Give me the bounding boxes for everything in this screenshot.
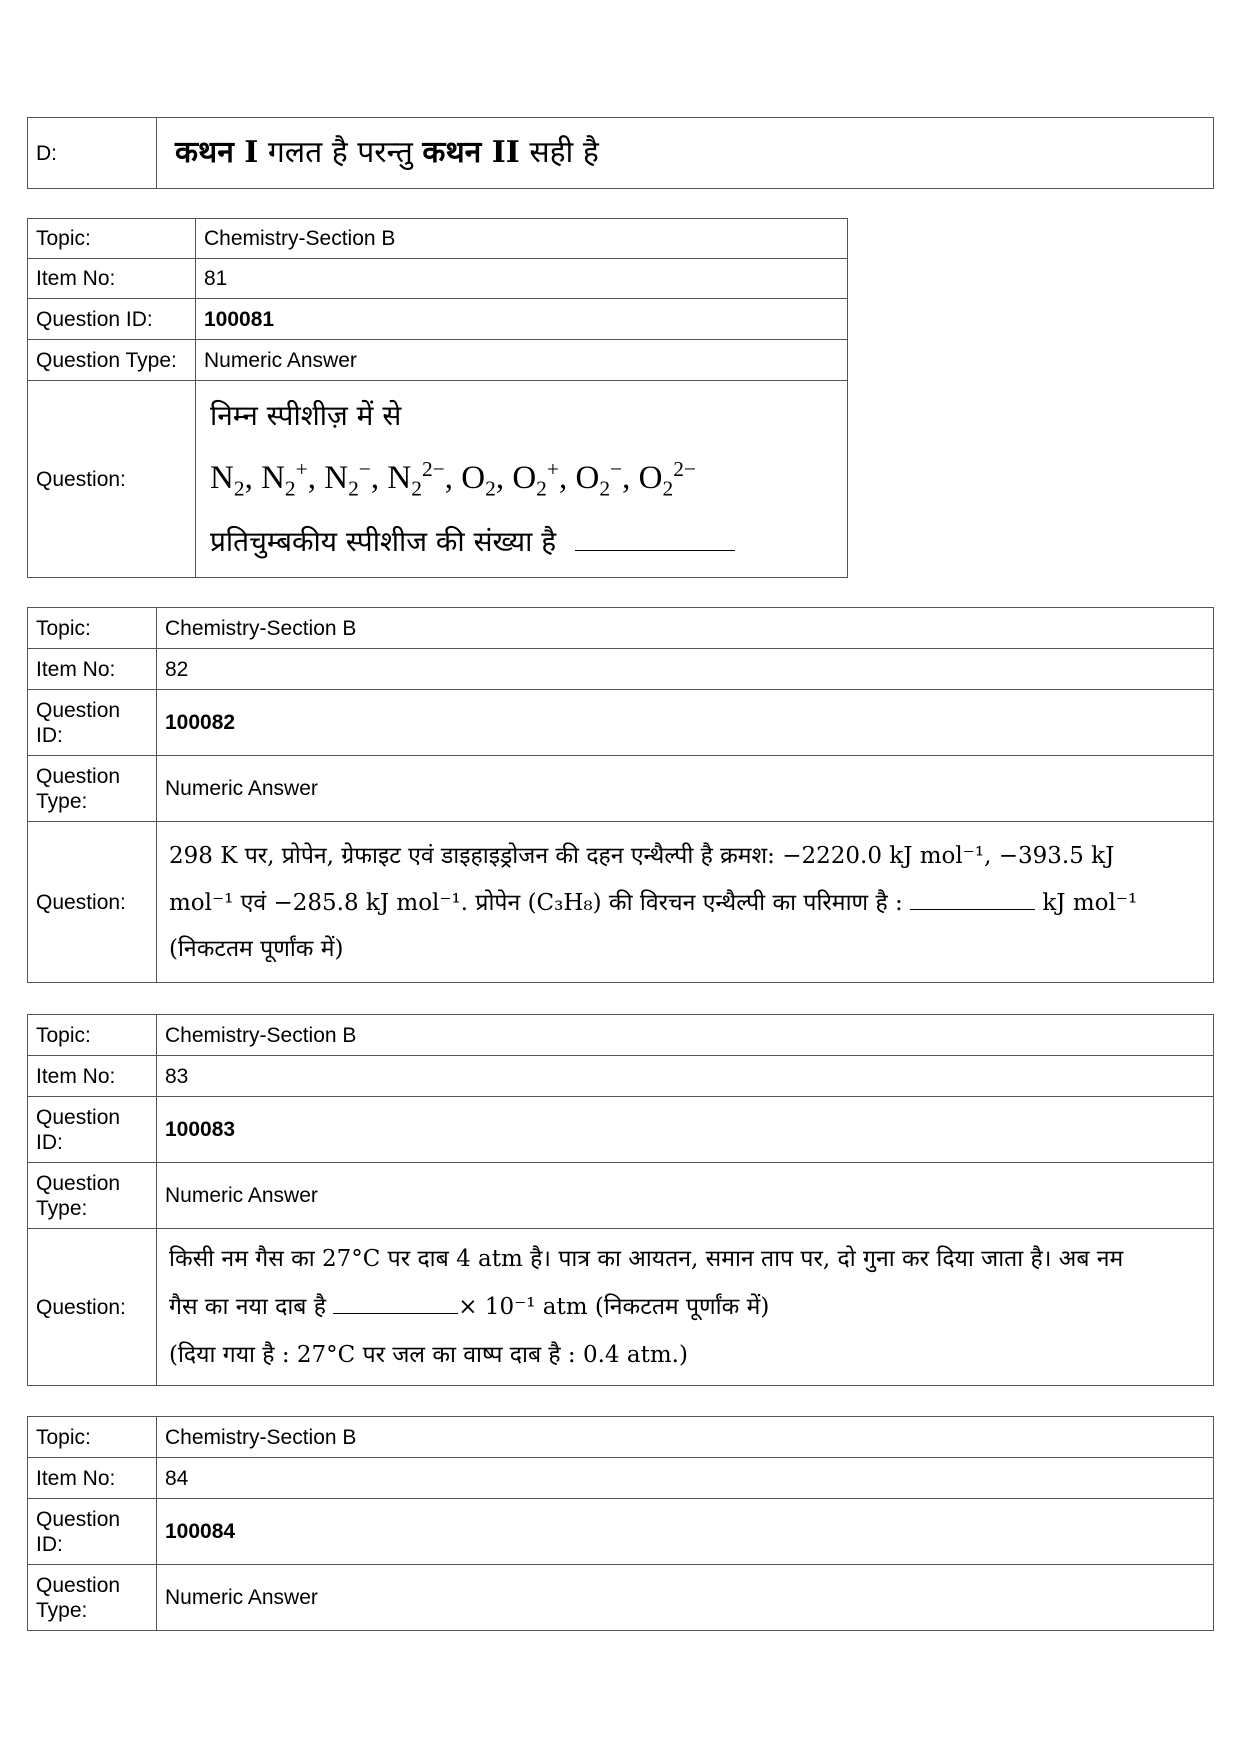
question-line-2 (169, 881, 1203, 925)
question-line-3: (निकटतम पूर्णांक में) (169, 936, 344, 962)
statement-2: कथन II (422, 135, 520, 170)
species-o2-minus: $O_2^-$, (575, 457, 631, 501)
item-no-value: 84 (157, 1458, 1214, 1499)
species-o2-plus: $O_2^+$, (512, 457, 568, 501)
question-table-83 (27, 1014, 1214, 1386)
question-id-label: Question ID: (28, 690, 157, 756)
question-id-label: Question ID: (28, 1499, 157, 1565)
item-no-label: Item No: (28, 259, 196, 299)
topic-value: Chemistry-Section B (157, 1015, 1214, 1056)
question-line-3 (210, 517, 839, 567)
topic-value: Chemistry-Section B (196, 219, 848, 259)
topic-label: Topic: (28, 1015, 157, 1056)
item-no-value: 83 (157, 1056, 1214, 1097)
answer-blank (333, 1313, 458, 1314)
question-id-value: 100082 (157, 690, 1214, 756)
question-line-2-start: गैस का नया दाब है (169, 1294, 334, 1320)
question-type-value: Numeric Answer (157, 1565, 1214, 1631)
question-type-label: Question Type: (28, 1565, 157, 1631)
item-no-value: 82 (157, 649, 1214, 690)
question-body (157, 1229, 1214, 1386)
item-no-label: Item No: (28, 649, 157, 690)
question-line-1: किसी नम गैस का 27°C पर दाब 4 atm है। पात्र का आयतन, समान ताप पर, दो गुना कर दिया जाता है। अब नम (169, 1246, 1124, 1272)
item-no-label: Item No: (28, 1458, 157, 1499)
question-type-label: Question Type: (28, 1163, 157, 1229)
option-d-label: D: (28, 118, 157, 189)
question-type-label: Question Type: (28, 340, 196, 381)
topic-value: Chemistry-Section B (157, 608, 1214, 649)
question-type-value: Numeric Answer (196, 340, 848, 381)
question-id-label: Question ID: (28, 1097, 157, 1163)
option-d-middle: गलत है परन्तु (258, 135, 423, 170)
question-type-value: Numeric Answer (157, 1163, 1214, 1229)
question-type-label: Question Type: (28, 756, 157, 822)
question-id-value: 100083 (157, 1097, 1214, 1163)
topic-label: Topic: (28, 1417, 157, 1458)
question-table-81 (27, 218, 848, 578)
question-id-value: 100084 (157, 1499, 1214, 1565)
species-n2-2minus: $N_2^{2-}$, (387, 457, 453, 501)
species-list (210, 441, 839, 517)
question-table-82 (27, 607, 1214, 983)
question-line-2-end: × 10⁻¹ atm (निकटतम पूर्णांक में) (458, 1294, 770, 1320)
question-line-3-text: प्रतिचुम्बकीय स्पीशीज की संख्या है (210, 524, 557, 558)
question-id-label: Question ID: (28, 299, 196, 340)
species-o2-2minus: $O_2^{2-}$ (638, 457, 696, 501)
topic-label: Topic: (28, 219, 196, 259)
question-line-1: 298 K पर, प्रोपेन, ग्रेफाइट एवं डाइहाइड्रोजन की दहन एन्थैल्पी है क्रमश: −2220.0 kJ mol⁻¹, −393.5 kJ (169, 843, 1115, 869)
answer-blank (575, 550, 735, 551)
item-no-value: 81 (196, 259, 848, 299)
option-d-table (27, 117, 1214, 189)
question-label: Question: (28, 1229, 157, 1386)
question-line-2-text: mol⁻¹ एवं −285.8 kJ mol⁻¹. प्रोपेन (C₃H₈) की विरचन एन्थैल्पी का परिमाण है : (169, 890, 911, 916)
item-no-label: Item No: (28, 1056, 157, 1097)
answer-blank (910, 909, 1035, 910)
option-d-end: सही है (519, 135, 599, 170)
question-body (157, 822, 1214, 983)
option-d-text (157, 118, 1214, 189)
topic-value: Chemistry-Section B (157, 1417, 1214, 1458)
species-n2-plus: $N_2^+$, (261, 457, 316, 501)
question-line-3: (दिया गया है : 27°C पर जल का वाष्प दाब है : 0.4 atm.) (169, 1342, 688, 1368)
question-body (196, 381, 848, 578)
statement-1: कथन I (175, 135, 259, 170)
question-type-value: Numeric Answer (157, 756, 1214, 822)
question-id-value: 100081 (196, 299, 848, 340)
question-line-2 (169, 1284, 1203, 1330)
topic-label: Topic: (28, 608, 157, 649)
question-label: Question: (28, 381, 196, 578)
species-n2: $N_2$, (210, 460, 253, 501)
species-o2: $O_2$, (461, 460, 505, 501)
question-table-84 (27, 1416, 1214, 1631)
unit-text: kJ mol⁻¹ (1042, 890, 1138, 916)
species-n2-minus: $N_2^-$, (324, 457, 380, 501)
question-line-1: निम्न स्पीशीज़ में से (210, 399, 402, 433)
question-label: Question: (28, 822, 157, 983)
